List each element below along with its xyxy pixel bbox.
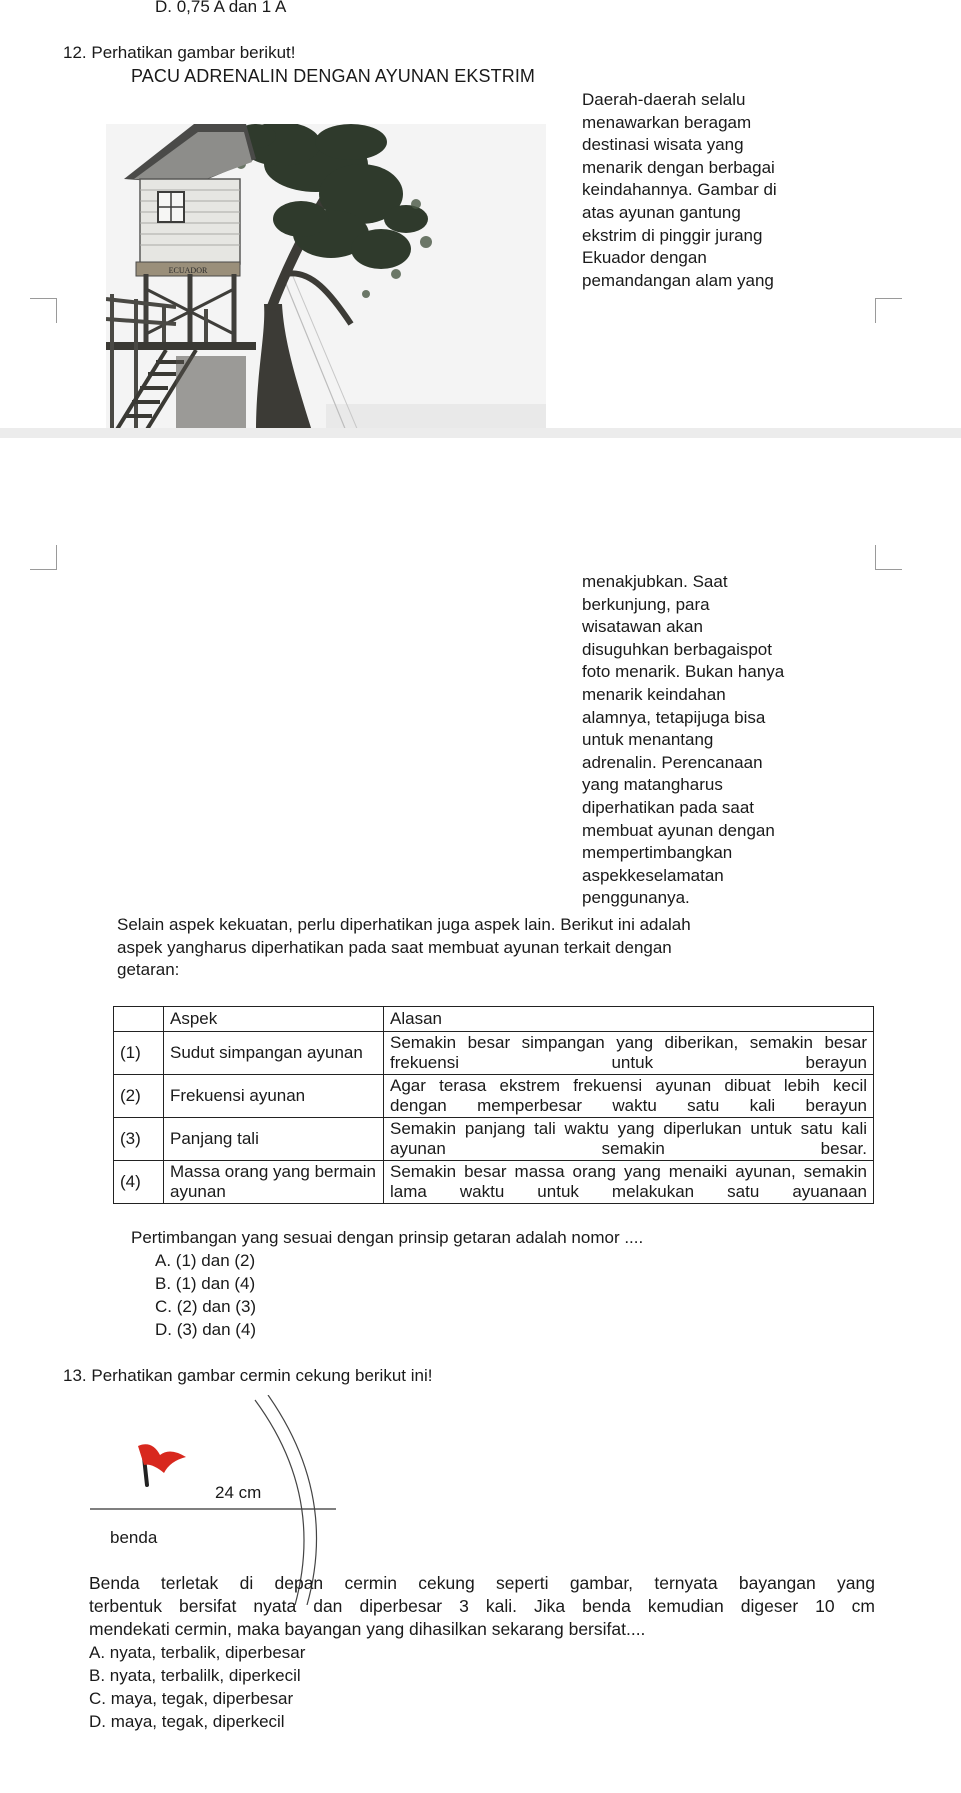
- article-line: diperhatikan pada saat: [582, 797, 755, 817]
- question-13-options: [89, 1641, 305, 1733]
- article-line: menarik dengan berbagai: [582, 157, 775, 177]
- table-cell-number: (2): [114, 1075, 164, 1118]
- article-line: berkunjung, para: [582, 594, 710, 614]
- article-line: untuk menantang: [582, 730, 714, 750]
- article-line: keindahannya. Gambar di: [582, 180, 777, 200]
- table-cell-number: (1): [114, 1032, 164, 1075]
- table-cell-reason: Semakin panjang tali waktu yang diperlukan untuk satu kali ayunan semakin besar.: [384, 1118, 874, 1161]
- article-line: disuguhkan berbagaispot: [582, 639, 772, 659]
- article-line: penggunanya.: [582, 888, 690, 908]
- question-13-paragraph: [89, 1572, 875, 1641]
- table-cell-reason: Semakin besar simpangan yang diberikan, semakin besar frekuensi untuk berayun: [384, 1032, 874, 1075]
- object-label: benda: [110, 1528, 158, 1547]
- answer-option: A. nyata, terbalik, diperbesar: [89, 1643, 306, 1662]
- page-separator: [0, 428, 961, 438]
- treehouse-swing-photo: [106, 124, 546, 431]
- table-row: [114, 1032, 874, 1075]
- article-line: yang matangharus: [582, 775, 723, 795]
- answer-option: B. nyata, terbalilk, diperkecil: [89, 1666, 301, 1685]
- table-row: [114, 1161, 874, 1204]
- article-line: alamnya, tetapijuga bisa: [582, 707, 766, 727]
- answer-option: B. (1) dan (4): [155, 1274, 256, 1293]
- article-line: atas ayunan gantung: [582, 202, 741, 222]
- article-line: ekstrim di pinggir jurang: [582, 225, 763, 245]
- article-line: menakjubkan. Saat: [582, 572, 728, 591]
- prev-question-option-d: D. 0,75 A dan 1 A: [155, 0, 287, 16]
- intro-line: aspek yangharus diperhatikan pada saat membuat ayunan terkait dengan: [117, 937, 672, 957]
- crop-mark: [30, 298, 57, 323]
- intro-line: getaran:: [117, 960, 180, 980]
- article-line: pemandangan alam yang: [582, 270, 774, 290]
- question-13-heading: 13. Perhatikan gambar cermin cekung berikut ini!: [63, 1366, 433, 1385]
- article-line: menarik keindahan: [582, 684, 726, 704]
- table-cell-aspect: Panjang tali: [164, 1118, 384, 1161]
- article-side-text-top: [582, 89, 832, 292]
- article-line: mempertimbangkan: [582, 843, 733, 863]
- article-line: aspekkeselamatan: [582, 865, 724, 885]
- paragraph-line: Benda terletak di depan cermin cekung seperti gambar, ternyata bayangan yang: [89, 1573, 875, 1593]
- crop-mark: [875, 545, 902, 570]
- distance-label: 24 cm: [215, 1483, 262, 1502]
- answer-option: C. maya, tegak, diperbesar: [89, 1689, 294, 1708]
- answer-option: A. (1) dan (2): [155, 1251, 256, 1270]
- article-line: wisatawan akan: [582, 617, 703, 637]
- answer-option: D. maya, tegak, diperkecil: [89, 1712, 285, 1731]
- article-title: PACU ADRENALIN DENGAN AYUNAN EKSTRIM: [131, 66, 536, 86]
- table-row: [114, 1075, 874, 1118]
- table-cell-reason: Semakin besar massa orang yang menaiki ayunan, semakin lama waktu untuk melakukan satu ayuanaan: [384, 1161, 874, 1204]
- question-12-options: [155, 1249, 256, 1341]
- intro-line: Selain aspek kekuatan, perlu diperhatikan juga aspek lain. Berikut ini adalah: [117, 915, 691, 934]
- photo-sign-text: ECUADOR: [168, 266, 208, 275]
- table-cell-aspect: Frekuensi ayunan: [164, 1075, 384, 1118]
- article-line: Ekuador dengan: [582, 248, 707, 268]
- article-line: Daerah-daerah selalu: [582, 90, 746, 109]
- article-side-text-bottom: [582, 571, 842, 910]
- table-cell-number: (3): [114, 1118, 164, 1161]
- table-row: [114, 1118, 874, 1161]
- table-cell-reason: Agar terasa ekstrem frekuensi ayunan dibuat lebih kecil dengan memperbesar waktu satu kali berayun: [384, 1075, 874, 1118]
- answer-option: D. (3) dan (4): [155, 1320, 257, 1339]
- table-cell-number: (4): [114, 1161, 164, 1204]
- question-12-prompt: Pertimbangan yang sesuai dengan prinsip getaran adalah nomor ....: [131, 1228, 644, 1247]
- article-line: menawarkan beragam: [582, 112, 752, 132]
- aspect-table: [113, 1006, 874, 1204]
- table-header-aspect: Aspek: [164, 1007, 384, 1032]
- article-line: destinasi wisata yang: [582, 135, 744, 155]
- table-cell-aspect: Sudut simpangan ayunan: [164, 1032, 384, 1075]
- treehouse-illustration: [106, 124, 546, 431]
- answer-option: C. (2) dan (3): [155, 1297, 257, 1316]
- question-12-heading: 12. Perhatikan gambar berikut!: [63, 43, 296, 62]
- crop-mark: [30, 545, 57, 570]
- article-line: adrenalin. Perencanaan: [582, 752, 763, 772]
- paragraph-line: terbentuk bersifat nyata dan diperbesar 3 kali. Jika benda kemudian digeser 10 cm: [89, 1596, 875, 1616]
- article-line: foto menarik. Bukan hanya: [582, 662, 785, 682]
- article-line: membuat ayunan dengan: [582, 820, 775, 840]
- table-header-row: [114, 1007, 874, 1032]
- table-header-reason: Alasan: [384, 1007, 874, 1032]
- paragraph-line: mendekati cermin, maka bayangan yang dihasilkan sekarang bersifat....: [89, 1619, 646, 1639]
- crop-mark: [875, 298, 902, 323]
- table-intro-paragraph: [117, 914, 877, 982]
- table-cell-aspect: Massa orang yang bermain ayunan: [164, 1161, 384, 1204]
- table-header-number: [114, 1007, 164, 1032]
